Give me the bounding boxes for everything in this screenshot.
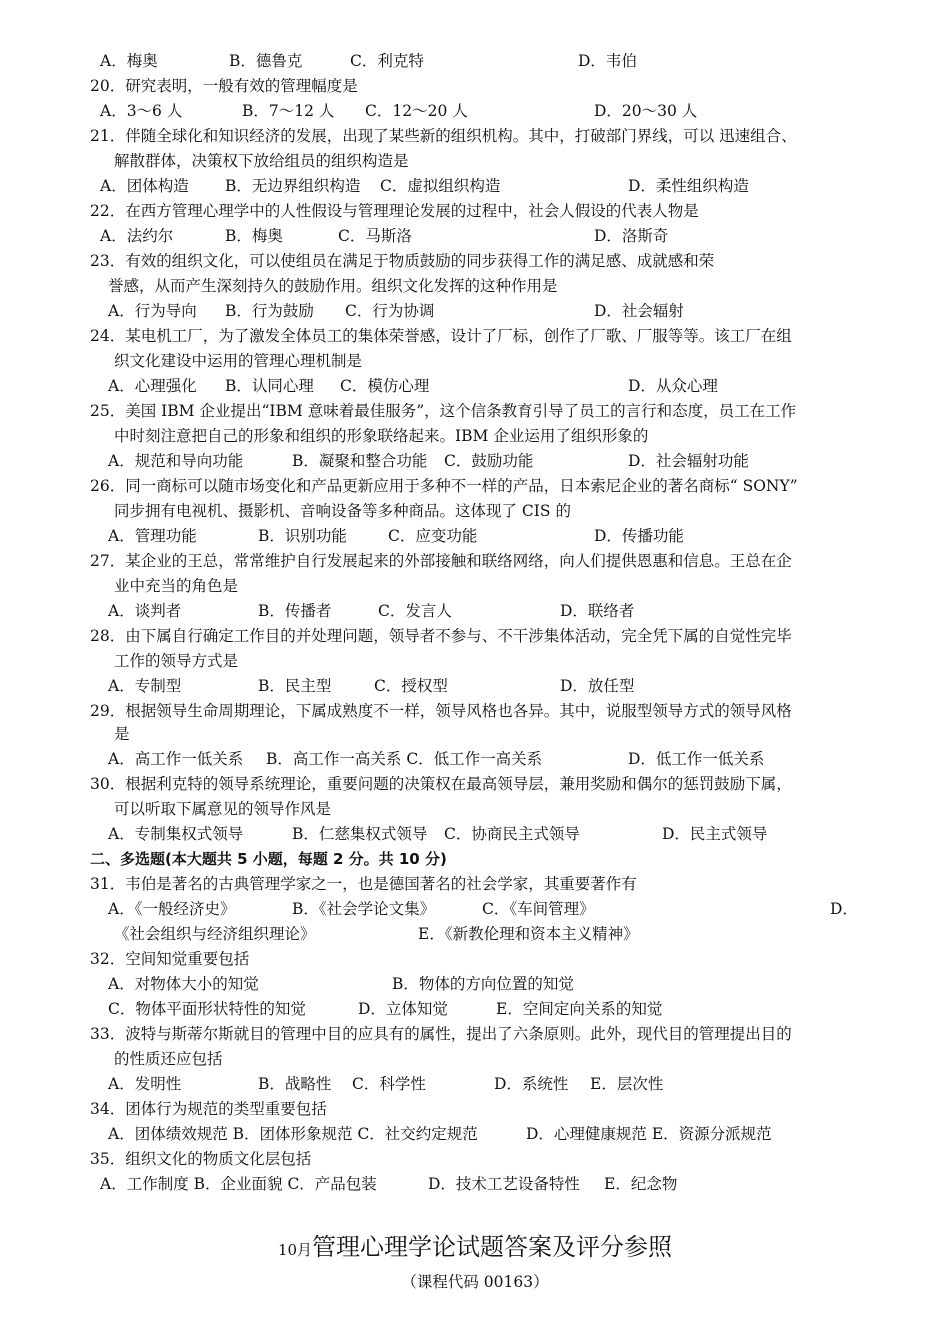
q22-option-a: A．法约尔 (100, 227, 174, 245)
q29-option-a: A．高工作一低关系 (108, 750, 244, 768)
question-33-cont: 的性质还应包括 (114, 1050, 223, 1068)
q25-option-a: A．规范和导向功能 (108, 452, 244, 470)
q27-option-b: B．传播者 (258, 602, 332, 620)
q25-option-b: B．凝聚和整合功能 (292, 452, 428, 470)
course-code: （课程代码 00163） (401, 1273, 549, 1291)
q33-option-b: B．战略性 (258, 1075, 332, 1093)
q19-option-d: D．韦伯 (578, 52, 637, 70)
q24-option-a: A．心理强化 (108, 377, 197, 395)
q33-option-c: C．科学性 (352, 1075, 426, 1093)
q24-option-c: C．模仿心理 (340, 377, 430, 395)
question-26-cont: 同步拥有电视机、摄影机、音响设备等多种商品。这体现了 CIS 的 (114, 502, 571, 520)
q30-option-c: C．协商民主式领导 (444, 825, 580, 843)
question-21-cont: 解散群体，决策权下放给组员的组织构造是 (114, 152, 409, 170)
question-28-cont: 工作的领导方式是 (114, 652, 239, 670)
q22-option-b: B．梅奥 (225, 227, 283, 245)
answer-title-main: 管理心理学论试题答案及评分参照 (312, 1233, 673, 1261)
q35-option-d: D．技术工艺设备特性 (428, 1175, 580, 1193)
question-32: 32．空间知觉重要包括 (90, 950, 250, 968)
q26-option-a: A．管理功能 (108, 527, 197, 545)
q25-option-c: C．鼓励功能 (444, 452, 534, 470)
q31-option-c: C．《车间管理》 (482, 900, 595, 918)
q31-option-d: 《社会组织与经济组织理论》 (114, 925, 316, 943)
q20-option-b: B．7～12 人 (242, 102, 335, 120)
question-29-cont: 是 (114, 725, 130, 743)
q29-option-bc: B．高工作一高关系 C．低工作一高关系 (266, 750, 543, 768)
q27-option-c: C．发言人 (378, 602, 452, 620)
q32-option-d: D．立体知觉 (358, 1000, 448, 1018)
q29-option-d: D．低工作一低关系 (628, 750, 765, 768)
q32-option-a: A．对物体大小的知觉 (108, 975, 259, 993)
q23-option-a: A．行为导向 (108, 302, 197, 320)
q28-option-c: C．授权型 (374, 677, 448, 695)
q21-option-c: C．虚拟组织构造 (380, 177, 501, 195)
section-heading-multiple-choice: 二、多选题(本大题共 5 小题，每题 2 分。共 10 分) (90, 850, 447, 868)
q31-option-a: A．《一般经济史》 (108, 900, 236, 918)
q20-option-a: A．3～6 人 (100, 102, 183, 120)
q21-option-b: B．无边界组织构造 (225, 177, 361, 195)
q26-option-d: D．传播功能 (594, 527, 684, 545)
question-25-cont: 中时刻注意把自己的形象和组织的形象联络起来。IBM 企业运用了组织形象的 (114, 427, 649, 445)
answer-section-title (0, 1232, 950, 1265)
question-35: 35．组织文化的物质文化层包括 (90, 1150, 312, 1168)
q24-option-d: D．从众心理 (628, 377, 718, 395)
answer-title-prefix: 10月 (277, 1241, 313, 1259)
q28-option-b: B．民主型 (258, 677, 332, 695)
q28-option-d: D．放任型 (560, 677, 635, 695)
question-34: 34．团体行为规范的类型重要包括 (90, 1100, 327, 1118)
question-23: 23．有效的组织文化，可以使组员在满足于物质鼓励的同步获得工作的满足感、成就感和荣 (90, 252, 715, 270)
question-30-cont: 可以听取下属意见的领导作风是 (114, 800, 332, 818)
question-22: 22．在西方管理心理学中的人性假设与管理理论发展的过程中，社会人假设的代表人物是 (90, 202, 699, 220)
q34-options-de: D．心理健康规范 E．资源分派规范 (526, 1125, 772, 1143)
q21-option-d: D．柔性组织构造 (628, 177, 749, 195)
q32-option-c: C．物体平面形状特性的知觉 (108, 1000, 306, 1018)
q33-option-a: A．发明性 (108, 1075, 182, 1093)
question-28: 28．由下属自行确定工作目的并处理问题，领导者不参与、不干涉集体活动，完全凭下属的自觉性完毕 (90, 627, 792, 645)
q34-options-abc: A．团体绩效规范 B．团体形象规范 C．社交约定规范 (108, 1125, 478, 1143)
q31-option-b: B．《社会学论文集》 (292, 900, 436, 918)
q31-option-d-label: D． (830, 900, 858, 918)
question-29: 29．根据领导生命周期理论，下属成熟度不一样，领导风格也各异。其中，说服型领导方式的领导风格 (90, 702, 792, 720)
q19-option-c: C．利克特 (350, 52, 424, 70)
q22-option-c: C．马斯洛 (338, 227, 412, 245)
q26-option-b: B．识别功能 (258, 527, 347, 545)
q32-option-b: B．物体的方向位置的知觉 (392, 975, 574, 993)
q30-option-b: B．仁慈集权式领导 (292, 825, 428, 843)
q35-option-e: E．纪念物 (604, 1175, 678, 1193)
question-24: 24．某电机工厂，为了激发全体员工的集体荣誉感，设计了厂标，创作了厂歌、厂服等等。该工厂在组 (90, 327, 792, 345)
question-20: 20．研究表明，一般有效的管理幅度是 (90, 77, 358, 95)
q33-option-e: E．层次性 (590, 1075, 664, 1093)
q28-option-a: A．专制型 (108, 677, 182, 695)
question-24-cont: 织文化建设中运用的管理心理机制是 (114, 352, 363, 370)
question-30: 30．根据利克特的领导系统理论，重要问题的决策权在最高领导层，兼用奖励和偶尔的惩罚鼓励下属， (90, 775, 792, 793)
q32-option-e: E．空间定向关系的知觉 (496, 1000, 663, 1018)
q27-option-a: A．谈判者 (108, 602, 182, 620)
question-25: 25．美国 IBM 企业提出“IBM 意味着最佳服务”，这个信条教育引导了员工的言行和态度，员工在工作 (90, 402, 797, 420)
q23-option-d: D．社会辐射 (594, 302, 684, 320)
q30-option-a: A．专制集权式领导 (108, 825, 244, 843)
q23-option-b: B．行为鼓励 (225, 302, 314, 320)
question-27-cont: 业中充当的角色是 (114, 577, 239, 595)
question-23-cont: 誉感，从而产生深刻持久的鼓励作用。组织文化发挥的这种作用是 (108, 277, 558, 295)
q35-options-abc: A．工作制度 B．企业面貌 C．产品包装 (100, 1175, 377, 1193)
q19-option-a: A．梅奥 (100, 52, 158, 70)
question-26: 26．同一商标可以随市场变化和产品更新应用于多种不一样的产品，日本索尼企业的著名商标“ SONY” (90, 477, 798, 495)
q33-option-d: D．系统性 (494, 1075, 569, 1093)
question-21: 21．伴随全球化和知识经济的发展，出现了某些新的组织机构。其中，打破部门界线，可以 迅速组合、 (90, 127, 797, 145)
q19-option-b: B．德鲁克 (229, 52, 303, 70)
q21-option-a: A．团体构造 (100, 177, 189, 195)
q24-option-b: B．认同心理 (225, 377, 314, 395)
q26-option-c: C．应变功能 (388, 527, 478, 545)
q27-option-d: D．联络者 (560, 602, 635, 620)
question-33: 33．波特与斯蒂尔斯就目的管理中目的应具有的属性，提出了六条原则。此外，现代目的管理提出目的 (90, 1025, 792, 1043)
q25-option-d: D．社会辐射功能 (628, 452, 749, 470)
q31-option-e: E．《新教伦理和资本主义精神》 (418, 925, 639, 943)
question-27: 27．某企业的王总，常常维护自行发展起来的外部接触和联络网络，向人们提供恩惠和信息。王总在企 (90, 552, 792, 570)
q23-option-c: C．行为协调 (345, 302, 435, 320)
q20-option-c: C．12～20 人 (365, 102, 468, 120)
q30-option-d: D．民主式领导 (662, 825, 768, 843)
question-31: 31．韦伯是著名的古典管理学家之一，也是德国著名的社会学家，其重要著作有 (90, 875, 637, 893)
q22-option-d: D．洛斯奇 (594, 227, 669, 245)
q20-option-d: D．20～30 人 (594, 102, 698, 120)
